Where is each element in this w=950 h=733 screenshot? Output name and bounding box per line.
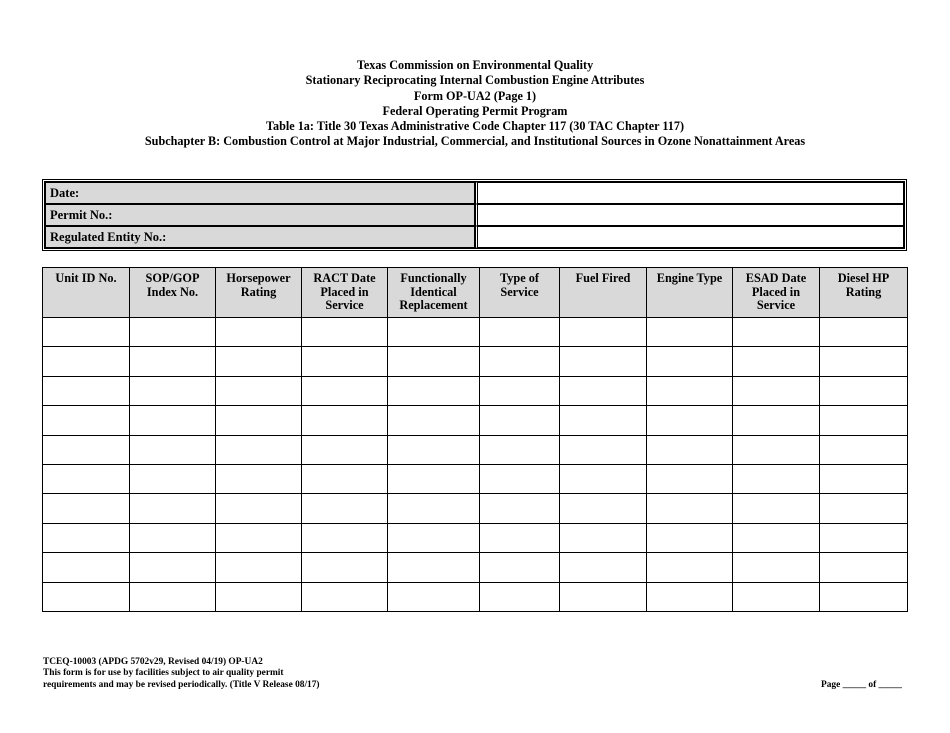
table-cell[interactable] xyxy=(43,523,130,552)
table-cell[interactable] xyxy=(560,406,647,435)
form-footer xyxy=(43,657,320,691)
table-cell[interactable] xyxy=(820,523,908,552)
date-field[interactable] xyxy=(475,182,904,204)
table-cell[interactable] xyxy=(130,318,216,347)
table-cell[interactable] xyxy=(216,376,302,405)
table-cell[interactable] xyxy=(43,464,130,493)
table-cell[interactable] xyxy=(302,582,388,611)
table-cell[interactable] xyxy=(480,464,560,493)
table-cell[interactable] xyxy=(43,582,130,611)
table-cell[interactable] xyxy=(647,464,733,493)
table-cell[interactable] xyxy=(216,318,302,347)
table-cell[interactable] xyxy=(647,582,733,611)
agency-title: Texas Commission on Environmental Quality xyxy=(356,58,594,72)
table-cell[interactable] xyxy=(43,553,130,582)
info-table xyxy=(42,179,907,251)
table-cell[interactable] xyxy=(43,318,130,347)
table-cell[interactable] xyxy=(733,582,820,611)
table-cell[interactable] xyxy=(130,347,216,376)
usage-note-line2: requirements and may be revised periodically. (Title V Release 08/17) xyxy=(43,679,320,690)
table-cell[interactable] xyxy=(216,347,302,376)
table-cell[interactable] xyxy=(647,347,733,376)
column-header: Functionally Identical Replacement xyxy=(388,268,480,318)
table-cell[interactable] xyxy=(733,553,820,582)
table-cell[interactable] xyxy=(216,435,302,464)
table-cell[interactable] xyxy=(302,553,388,582)
column-header: Diesel HP Rating xyxy=(820,268,908,318)
table-cell[interactable] xyxy=(43,435,130,464)
table-cell[interactable] xyxy=(733,318,820,347)
table-cell[interactable] xyxy=(733,376,820,405)
table-cell[interactable] xyxy=(820,435,908,464)
table-cell[interactable] xyxy=(560,435,647,464)
column-header: Type of Service xyxy=(480,268,560,318)
table-cell[interactable] xyxy=(388,376,480,405)
table-cell[interactable] xyxy=(560,464,647,493)
table-cell[interactable] xyxy=(130,406,216,435)
table-cell[interactable] xyxy=(388,553,480,582)
table-cell[interactable] xyxy=(216,523,302,552)
table-cell[interactable] xyxy=(302,464,388,493)
table-title: Table 1a: Title 30 Texas Administrative Code Chapter 117 (30 TAC Chapter 117) xyxy=(265,119,685,134)
subchapter-title: Subchapter B: Combustion Control at Major Industrial, Commercial, and Institutional Sources in Ozone Nonattainment Areas xyxy=(144,134,806,149)
info-row-date xyxy=(45,182,904,204)
table-cell[interactable] xyxy=(733,464,820,493)
info-row-regulated-entity xyxy=(45,226,904,248)
table-cell[interactable] xyxy=(560,318,647,347)
column-header: Horsepower Rating xyxy=(216,268,302,318)
table-cell[interactable] xyxy=(388,523,480,552)
table-cell[interactable] xyxy=(130,582,216,611)
table-cell[interactable] xyxy=(216,464,302,493)
table-cell[interactable] xyxy=(388,347,480,376)
table-header-row xyxy=(43,268,908,318)
table-cell[interactable] xyxy=(480,347,560,376)
table-cell[interactable] xyxy=(302,435,388,464)
table-cell[interactable] xyxy=(647,553,733,582)
table-cell[interactable] xyxy=(560,582,647,611)
table-cell[interactable] xyxy=(302,347,388,376)
table-cell[interactable] xyxy=(560,523,647,552)
table-cell[interactable] xyxy=(560,494,647,523)
table-cell[interactable] xyxy=(216,582,302,611)
table-row xyxy=(43,494,908,523)
engine-attributes-table xyxy=(42,267,908,612)
table-cell[interactable] xyxy=(480,435,560,464)
table-cell[interactable] xyxy=(480,523,560,552)
program-name: Federal Operating Permit Program xyxy=(382,103,568,118)
permit-no-label: Permit No.: xyxy=(45,204,475,226)
table-cell[interactable] xyxy=(647,406,733,435)
table-cell[interactable] xyxy=(302,318,388,347)
table-cell[interactable] xyxy=(560,376,647,405)
table-row xyxy=(43,347,908,376)
table-cell[interactable] xyxy=(733,494,820,523)
table-cell[interactable] xyxy=(302,494,388,523)
table-cell[interactable] xyxy=(820,318,908,347)
table-cell[interactable] xyxy=(43,494,130,523)
table-cell[interactable] xyxy=(130,553,216,582)
form-subject: Stationary Reciprocating Internal Combustion Engine Attributes xyxy=(305,73,645,88)
table-cell[interactable] xyxy=(560,347,647,376)
table-cell[interactable] xyxy=(647,318,733,347)
column-header: Unit ID No. xyxy=(43,268,130,318)
table-row xyxy=(43,553,908,582)
table-cell[interactable] xyxy=(43,406,130,435)
table-row xyxy=(43,464,908,493)
table-cell[interactable] xyxy=(820,582,908,611)
table-cell[interactable] xyxy=(43,347,130,376)
table-cell[interactable] xyxy=(733,435,820,464)
table-cell[interactable] xyxy=(733,523,820,552)
table-cell[interactable] xyxy=(302,376,388,405)
table-cell[interactable] xyxy=(216,494,302,523)
permit-no-field[interactable] xyxy=(475,204,904,226)
table-cell[interactable] xyxy=(388,435,480,464)
table-cell[interactable] xyxy=(302,406,388,435)
table-cell[interactable] xyxy=(130,464,216,493)
table-cell[interactable] xyxy=(733,406,820,435)
table-cell[interactable] xyxy=(560,553,647,582)
table-cell[interactable] xyxy=(388,494,480,523)
regulated-entity-label: Regulated Entity No.: xyxy=(45,226,475,248)
table-cell[interactable] xyxy=(480,494,560,523)
table-cell[interactable] xyxy=(647,494,733,523)
date-label: Date: xyxy=(45,182,475,204)
table-row xyxy=(43,318,908,347)
table-cell[interactable] xyxy=(647,523,733,552)
table-cell[interactable] xyxy=(733,347,820,376)
table-cell[interactable] xyxy=(388,318,480,347)
table-cell[interactable] xyxy=(480,406,560,435)
column-header: RACT Date Placed in Service xyxy=(302,268,388,318)
table-cell[interactable] xyxy=(130,435,216,464)
table-row xyxy=(43,523,908,552)
regulated-entity-field[interactable] xyxy=(475,226,904,248)
column-header: Fuel Fired xyxy=(560,268,647,318)
table-row xyxy=(43,582,908,611)
table-row xyxy=(43,435,908,464)
table-row xyxy=(43,406,908,435)
table-cell[interactable] xyxy=(647,376,733,405)
table-cell[interactable] xyxy=(302,523,388,552)
table-cell[interactable] xyxy=(43,376,130,405)
table-cell[interactable] xyxy=(647,435,733,464)
table-cell[interactable] xyxy=(130,494,216,523)
table-row xyxy=(43,376,908,405)
table-cell[interactable] xyxy=(216,553,302,582)
table-cell[interactable] xyxy=(130,376,216,405)
table-cell[interactable] xyxy=(388,406,480,435)
column-header: SOP/GOP Index No. xyxy=(130,268,216,318)
table-cell[interactable] xyxy=(388,464,480,493)
column-header: ESAD Date Placed in Service xyxy=(733,268,820,318)
table-cell[interactable] xyxy=(820,494,908,523)
form-header xyxy=(0,58,950,150)
table-cell[interactable] xyxy=(820,406,908,435)
table-cell[interactable] xyxy=(820,553,908,582)
usage-note-line1: This form is for use by facilities subject to air quality permit xyxy=(43,668,284,679)
table-cell[interactable] xyxy=(820,376,908,405)
form-number: Form OP-UA2 (Page 1) xyxy=(413,88,537,103)
info-row-permit xyxy=(45,204,904,226)
form-id-line: TCEQ-10003 (APDG 5702v29, Revised 04/19) OP-UA2 xyxy=(43,657,263,667)
table-cell[interactable] xyxy=(820,464,908,493)
table-cell[interactable] xyxy=(820,347,908,376)
page-number: Page _____ of _____ xyxy=(821,680,902,690)
table-cell[interactable] xyxy=(216,406,302,435)
table-cell[interactable] xyxy=(388,582,480,611)
table-cell[interactable] xyxy=(480,582,560,611)
table-cell[interactable] xyxy=(480,376,560,405)
table-cell[interactable] xyxy=(130,523,216,552)
table-body xyxy=(43,318,908,612)
table-cell[interactable] xyxy=(480,553,560,582)
table-cell[interactable] xyxy=(480,318,560,347)
column-header: Engine Type xyxy=(647,268,733,318)
